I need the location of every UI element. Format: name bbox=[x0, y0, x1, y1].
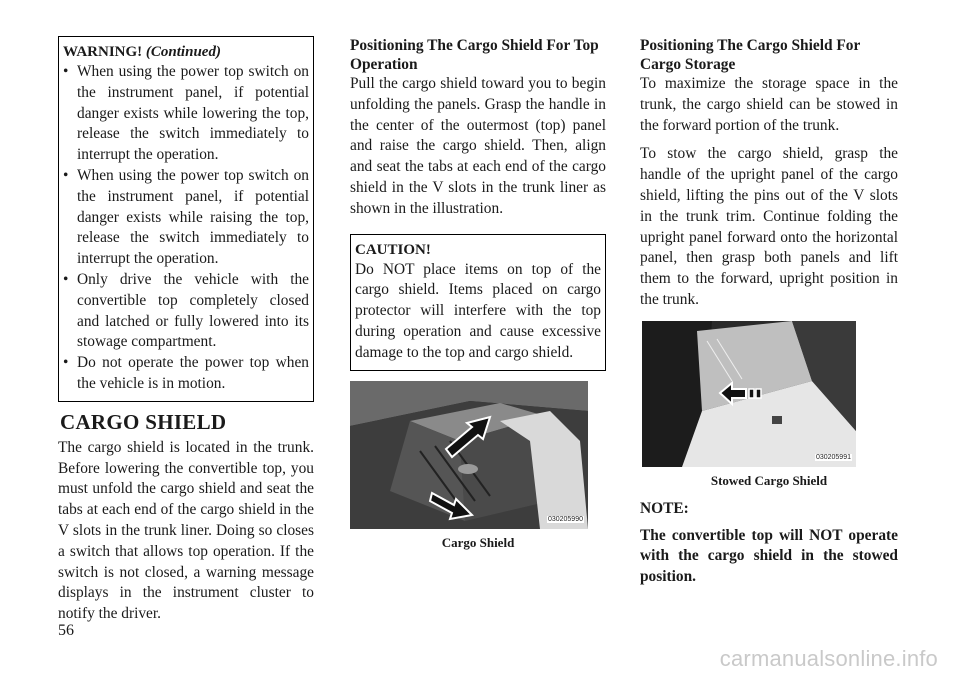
section-heading-cargo-shield: CARGO SHIELD bbox=[60, 409, 227, 434]
page-number: 56 bbox=[58, 622, 74, 639]
note-body: The convertible top will NOT operate with the cargo shield in the stowed position. bbox=[640, 526, 898, 586]
figure-code: 030205991 bbox=[815, 453, 851, 461]
cargo-shield-illustration bbox=[350, 381, 588, 529]
column-left bbox=[58, 36, 314, 625]
warning-item: • Do not operate the power top when the vehicle is in motion. bbox=[63, 353, 309, 395]
note-label: NOTE: bbox=[640, 499, 689, 517]
warning-item: • When using the power top switch on the instrument panel, if potential danger exists while raising the top, release the switch immediately to interrupt the operation. bbox=[63, 166, 309, 270]
subheading-top-operation: Positioning The Cargo Shield For Top Operation bbox=[350, 37, 599, 73]
cargo-storage-body-1: To maximize the storage space in the trunk, the cargo shield can be stowed in the forward portion of the trunk. bbox=[640, 75, 898, 134]
warning-box bbox=[58, 36, 314, 402]
cargo-storage-body-2: To stow the cargo shield, grasp the handle of the upright panel of the cargo shield, lifting the pins out of the V slots in the trunk trim. Continue folding the upright panel forward onto the horizontal panel, then grasp both panels and lift them to the forward, upright position in the trunk. bbox=[640, 145, 898, 308]
warning-item: • Only drive the vehicle with the convertible top completely closed and latched or fully lowered into its stowage compartment. bbox=[63, 270, 309, 353]
caution-body: Do NOT place items on top of the cargo shield. Items placed on cargo protector will interfere with the top during operation and cause excessive damage to the top and cargo shield. bbox=[355, 260, 601, 361]
column-middle bbox=[350, 36, 606, 551]
cargo-shield-body: The cargo shield is located in the trunk. Before lowering the convertible top, you must unfold the cargo shield and seat the tabs at each end of the cargo shield in the V slots in the trunk liner. Doing so closes a switch that allows top operation. If the switch is not closed, a warning message displays in the instrument cluster to notify the driver. bbox=[58, 438, 314, 623]
figure-caption: Stowed Cargo Shield bbox=[710, 472, 828, 488]
stowed-cargo-shield-photo bbox=[642, 321, 856, 467]
figure-cargo-shield bbox=[350, 381, 606, 551]
figure-caption: Cargo Shield bbox=[441, 534, 515, 550]
cargo-shield-photo bbox=[350, 381, 588, 529]
top-operation-body: Pull the cargo shield toward you to begin unfolding the panels. Grasp the handle in the center of the outermost (top) panel and raise the cargo shield. Then, align and seat the tabs at each end of the cargo shield in the V slots in the trunk liner as shown in the illustration. bbox=[350, 75, 606, 217]
stowed-shield-illustration bbox=[642, 321, 856, 467]
caution-label: CAUTION! bbox=[355, 241, 431, 258]
caution-box bbox=[350, 234, 606, 371]
warning-list bbox=[63, 62, 309, 395]
figure-code: 030205990 bbox=[547, 515, 583, 523]
warning-item: • When using the power top switch on the instrument panel, if potential danger exists while lowering the top, release the switch immediately to interrupt the operation. bbox=[63, 62, 309, 166]
subheading-cargo-storage: Positioning The Cargo Shield For Cargo Storage bbox=[640, 37, 861, 73]
watermark: carmanualsonline.info bbox=[719, 646, 938, 671]
warning-title bbox=[63, 43, 309, 62]
warning-continued: (Continued) bbox=[145, 44, 221, 60]
figure-stowed-cargo-shield bbox=[640, 321, 898, 489]
warning-label: WARNING! bbox=[63, 44, 143, 60]
column-right bbox=[640, 36, 898, 588]
